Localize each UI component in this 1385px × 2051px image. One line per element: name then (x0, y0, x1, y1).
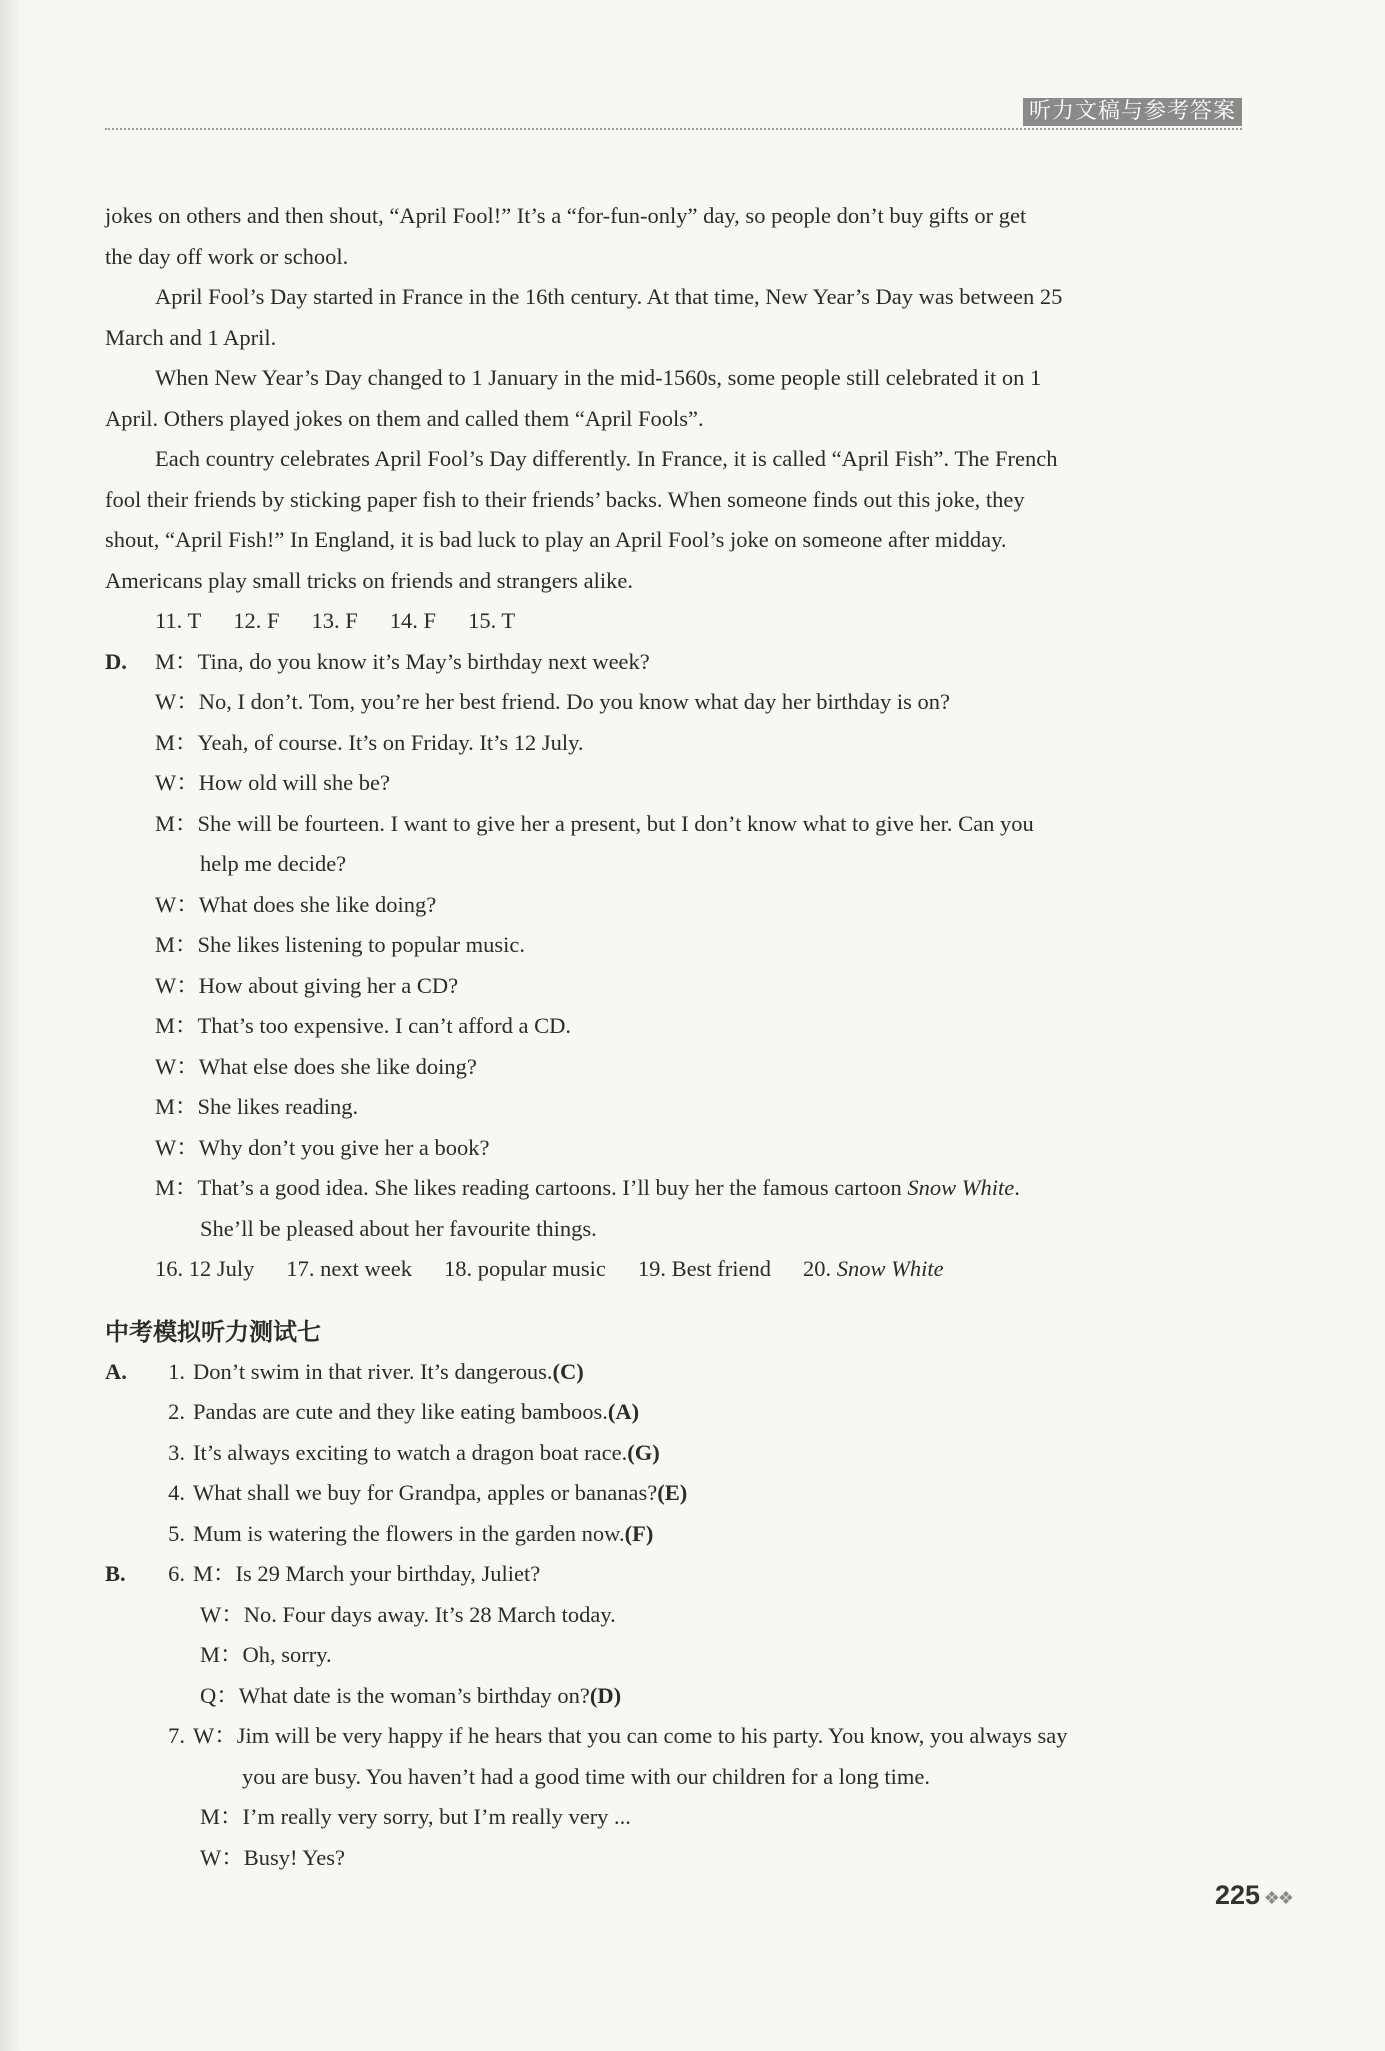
dialogue-text: That’s a good idea. She likes reading cartoons. I’ll buy her the famous cartoon (197, 1175, 908, 1200)
dialogue-line (105, 1168, 1245, 1209)
answer-item: 11. T (155, 608, 202, 633)
question-number: 5. (168, 1520, 185, 1546)
speaker-label: Q (200, 1682, 217, 1708)
dialogue-line (105, 763, 1245, 804)
speaker-colon: ： (176, 770, 199, 795)
speaker-colon: ： (176, 891, 199, 917)
dialogue-line (105, 1554, 1245, 1595)
speaker-colon: ： (213, 1561, 236, 1586)
question-item (105, 1514, 1245, 1555)
question-answer: (E) (657, 1480, 688, 1505)
answer-item: 16. 12 July (155, 1256, 255, 1281)
question-number: 2. (168, 1399, 185, 1424)
question-item (105, 1473, 1245, 1514)
dialogue-line (105, 844, 1245, 885)
speaker-label: W (155, 689, 177, 714)
dialogue-line (105, 1128, 1245, 1169)
speaker-colon: ： (175, 729, 198, 755)
question-number: 3. (168, 1439, 185, 1465)
speaker-label: W (155, 1134, 177, 1160)
speaker-label: M (155, 648, 176, 674)
question-answer: (A) (607, 1399, 640, 1424)
dialogue-line (105, 1006, 1245, 1047)
speaker-label: W (155, 972, 177, 998)
speaker-colon: ： (175, 932, 198, 957)
speaker-colon: ： (176, 972, 199, 998)
answer-item: 18. popular music (443, 1256, 606, 1281)
question-text: It’s always exciting to watch a dragon boat race. (193, 1439, 628, 1465)
answer-item: 12. F (233, 608, 280, 633)
dialogue-text: . (1014, 1175, 1020, 1200)
dialogue-line (105, 682, 1245, 723)
speaker-colon: ： (175, 1013, 198, 1038)
section-label: A. (105, 1358, 127, 1384)
speaker-label: M (155, 810, 176, 836)
dialogue-line (105, 1757, 1245, 1798)
speaker-colon: ： (220, 1804, 243, 1829)
dialogue-text: What date is the woman’s birthday on? (238, 1682, 590, 1708)
passage-line: April. Others played jokes on them and called them “April Fools”. (105, 405, 704, 431)
answer-item: 20. (802, 1256, 832, 1281)
dialogue-line (105, 925, 1245, 966)
speaker-colon: ： (175, 810, 198, 836)
answer-item: 13. F (311, 608, 358, 633)
answers-d (105, 1249, 1245, 1290)
question-answer: (F) (624, 1520, 654, 1546)
dialogue-line (105, 966, 1245, 1007)
passage-line: the day off work or school. (105, 243, 349, 269)
dialogue-text: That’s too expensive. I can’t afford a CD. (197, 1013, 571, 1038)
speaker-colon: ： (176, 1053, 199, 1079)
page-content (105, 196, 1245, 1878)
speaker-label: W (200, 1601, 222, 1627)
dialogue-line (105, 885, 1245, 926)
speaker-label: W (155, 770, 177, 795)
speaker-label: M (155, 1013, 176, 1038)
answer-item: 14. F (389, 608, 437, 633)
speaker-label: W (155, 1053, 177, 1079)
dialogue-text: How old will she be? (198, 770, 390, 795)
speaker-label: W (200, 1844, 222, 1870)
question-item (105, 1433, 1245, 1474)
speaker-colon: ： (221, 1844, 244, 1870)
dialogue-text: What else does she like doing? (198, 1053, 477, 1079)
passage-line: April Fool’s Day started in France in the 16th century. At that time, New Year’s Day was between 25 (155, 284, 1063, 309)
running-header: 听力文稿与参考答案 (1023, 98, 1242, 126)
answer-item: 19. Best friend (637, 1256, 771, 1281)
dialogue-line: She’ll be pleased about her favourite things. (200, 1215, 597, 1241)
speaker-label: M (155, 1094, 176, 1119)
answer-item: Snow White (836, 1256, 944, 1281)
question-text: What shall we buy for Grandpa, apples or bananas? (193, 1480, 658, 1505)
book-title: Snow White (907, 1175, 1015, 1200)
answer-gap (201, 622, 233, 623)
speaker-colon: ： (175, 1094, 198, 1119)
speaker-colon: ： (220, 1642, 243, 1667)
dialogue-line (105, 642, 1245, 683)
question-text: Pandas are cute and they like eating bamboos. (193, 1399, 608, 1424)
dialogue-line (105, 723, 1245, 764)
answer-item: 17. next week (286, 1256, 412, 1281)
section-label: B. (105, 1561, 126, 1586)
question-item (105, 1392, 1245, 1433)
passage-line: fool their friends by sticking paper fish to their friends’ backs. When someone finds out this joke, they (105, 486, 1025, 512)
passage-line: jokes on others and then shout, “April Fool!” It’s a “for-fun-only” day, so people don’t buy gifts or get (105, 203, 1027, 228)
speaker-colon: ： (175, 648, 198, 674)
answer-gap (254, 1270, 286, 1271)
speaker-colon: ： (221, 1601, 244, 1627)
header-dotted-rule (105, 128, 1242, 130)
passage (105, 196, 1245, 642)
passage-line: March and 1 April. (105, 324, 277, 350)
question-answer: (C) (552, 1358, 584, 1384)
page-number: 225 (1214, 1880, 1260, 1910)
dialogue-text: Busy! Yes? (243, 1844, 346, 1870)
speaker-label: M (155, 932, 176, 957)
dialogue-text: Jim will be very happy if he hears that you can come to his party. You know, you always say (236, 1723, 1068, 1748)
dialogue-text: What does she like doing? (198, 891, 437, 917)
speaker-label: W (155, 891, 177, 917)
answer-gap (771, 1270, 803, 1271)
dialogue-line (105, 1676, 1245, 1717)
passage-line: Each country celebrates April Fool’s Day differently. In France, it is called “April Fish”. The French (155, 446, 1058, 471)
dialogue-text: you are busy. You haven’t had a good time with our children for a long time. (242, 1763, 930, 1789)
test7-heading: 中考模拟听力测试七 (105, 1317, 321, 1346)
speaker-colon: ： (214, 1723, 237, 1748)
passage-line: shout, “April Fish!” In England, it is bad luck to play an April Fool’s joke on someone after midday. (105, 527, 1007, 552)
dialogue-text: Is 29 March your birthday, Juliet? (235, 1561, 541, 1586)
dialogue-text: She likes reading. (197, 1094, 359, 1119)
speaker-label: M (200, 1642, 221, 1667)
speaker-colon: ： (175, 1175, 198, 1200)
dialogue-line (105, 1595, 1245, 1636)
dialogue-text: She will be fourteen. I want to give her a present, but I don’t know what to give her. Can you (197, 810, 1034, 836)
dialogue-text: help me decide? (200, 851, 347, 876)
question-item (105, 1352, 1245, 1393)
question-text: Don’t swim in that river. It’s dangerous. (193, 1358, 553, 1384)
section-label: D. (105, 648, 127, 674)
dialogue-text: She likes listening to popular music. (197, 932, 526, 957)
speaker-colon: ： (176, 1134, 199, 1160)
dialogue-text: I’m really very sorry, but I’m really very ... (242, 1804, 631, 1829)
dialogue-line (105, 804, 1245, 845)
answer-gap (436, 622, 468, 623)
question-answer: (D) (589, 1682, 622, 1708)
speaker-label: M (193, 1561, 214, 1586)
dialogue-line (105, 1716, 1245, 1757)
page-shadow-edge (0, 0, 22, 2051)
answers-c (105, 601, 1245, 642)
answer-gap (412, 1270, 444, 1271)
section-d (105, 642, 1245, 1290)
speaker-label: M (155, 1175, 176, 1200)
dialogue-text: No. Four days away. It’s 28 March today. (243, 1601, 616, 1627)
question-answer: (G) (627, 1439, 660, 1465)
passage-line: Americans play small tricks on friends and strangers alike. (105, 567, 633, 593)
speaker-label: W (193, 1723, 215, 1748)
passage-line: When New Year’s Day changed to 1 January in the mid-1560s, some people still celebrated it on 1 (155, 365, 1042, 390)
question-number: 4. (168, 1480, 185, 1505)
answer-gap (606, 1270, 638, 1271)
page-ornament-icon: ❖❖ (1263, 1888, 1292, 1908)
speaker-label: M (200, 1804, 221, 1829)
dialogue-line (105, 1635, 1245, 1676)
answer-item: 15. T (468, 608, 516, 633)
speaker-label: M (155, 729, 176, 755)
answer-gap (280, 622, 312, 623)
question-text: Mum is watering the flowers in the garden now. (193, 1520, 625, 1546)
dialogue-line (105, 1838, 1245, 1879)
test7-section-b (105, 1554, 1245, 1878)
dialogue-text: Yeah, of course. It’s on Friday. It’s 12 July. (197, 729, 584, 755)
test7-section-a (105, 1352, 1245, 1555)
dialogue-line (105, 1087, 1245, 1128)
dialogue-line (105, 1797, 1245, 1838)
dialogue-text: Why don’t you give her a book? (198, 1134, 490, 1160)
dialogue-text: Oh, sorry. (242, 1642, 332, 1667)
question-number: 6. (168, 1561, 185, 1586)
speaker-colon: ： (176, 689, 199, 714)
answer-gap (358, 622, 390, 623)
dialogue-text: How about giving her a CD? (198, 972, 459, 998)
dialogue-text: Tina, do you know it’s May’s birthday next week? (197, 648, 650, 674)
dialogue-text: No, I don’t. Tom, you’re her best friend. Do you know what day her birthday is on? (198, 689, 950, 714)
question-number: 7. (168, 1723, 185, 1748)
question-number: 1. (168, 1358, 185, 1384)
dialogue-line (105, 1047, 1245, 1088)
speaker-colon: ： (216, 1682, 239, 1708)
